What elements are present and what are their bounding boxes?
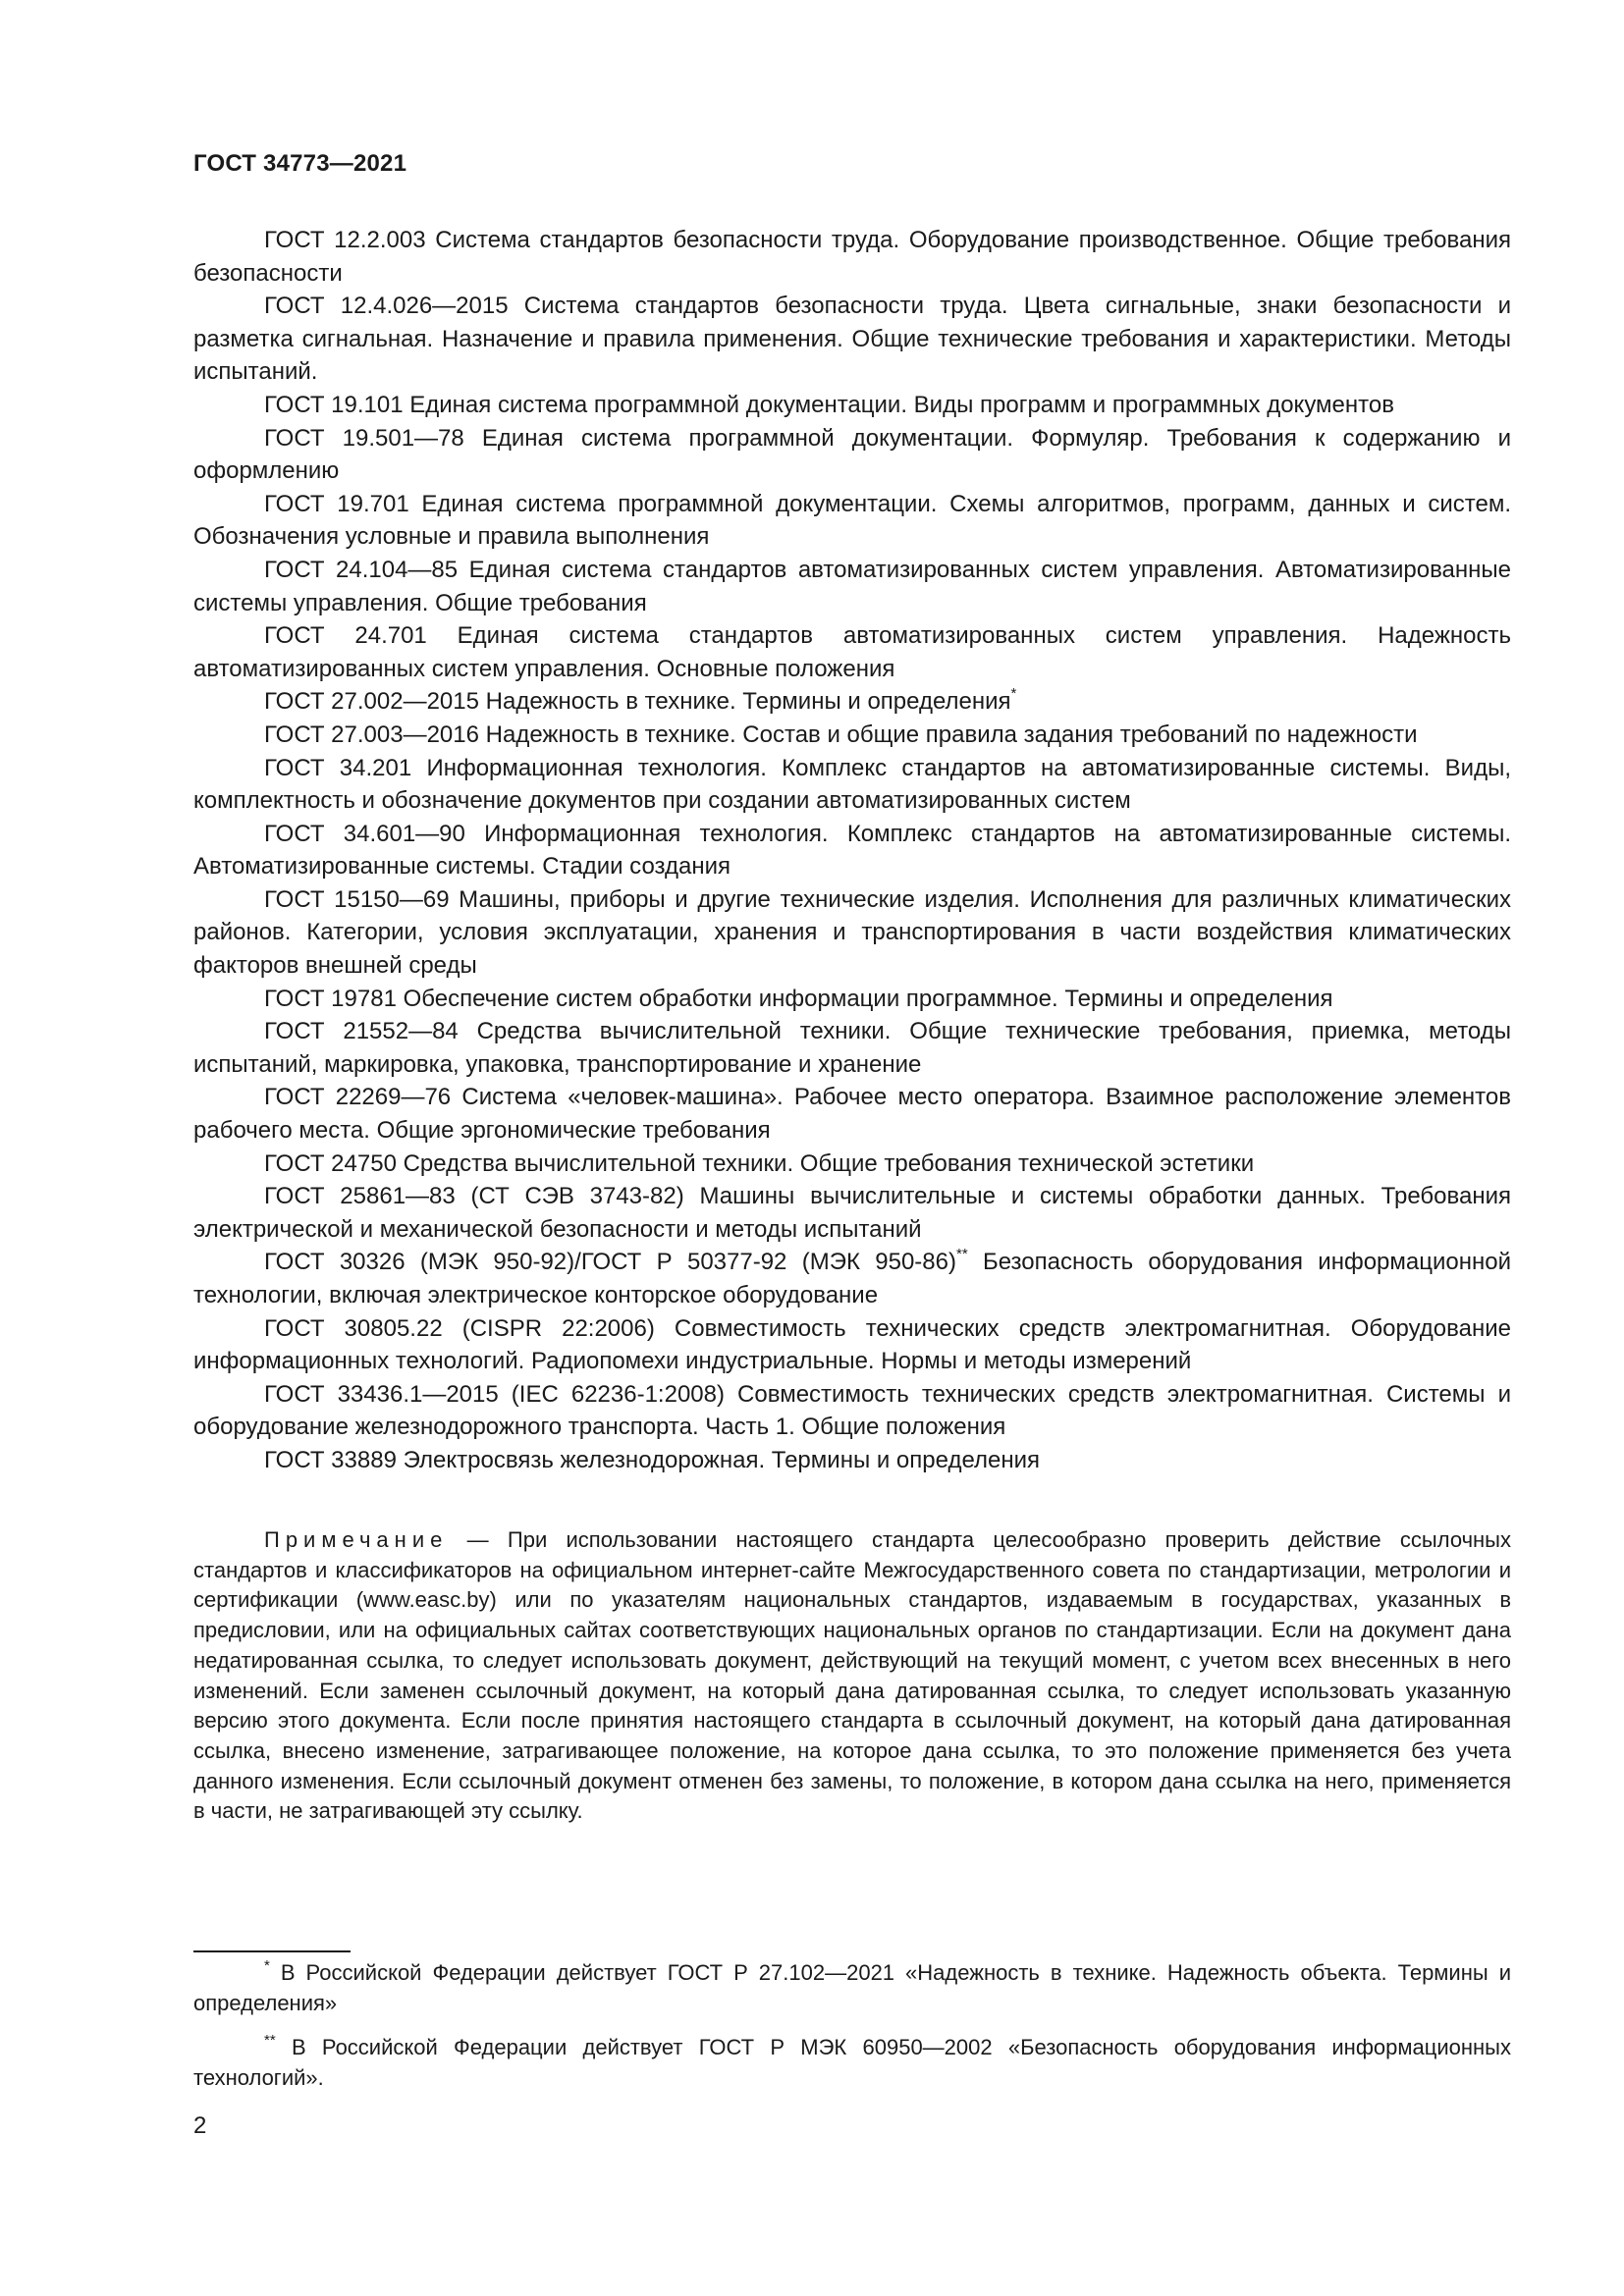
footnote-marker: * [1010, 685, 1017, 703]
reference-item [193, 389, 1511, 422]
reference-item [193, 290, 1511, 389]
reference-item [193, 1148, 1511, 1181]
note-text: — При использовании настоящего стандарта целесообразно проверить действие ссылочных стандартов и классификаторов на официальном интернет-сайте Межгосударственного совета по стандартизации, метрологии и сертификации (www.easc.by) или по указателям национальных стандартов, издаваемым в государствах, указанных в предисловии, или на официальных сайтах соответствующих национальных органов по стандартизации. Если на документ дана недатированная ссылка, то следует использовать документ, действующий на текущий момент, с учетом всех внесенных в него изменений. Если заменен ссылочный документ, на который дана датированная ссылка, то следует использовать указанную версию этого документа. Если после принятия настоящего стандарта в ссылочный документ, на который дана датированная ссылка, внесено изменение, затрагивающее положение, на которое дана ссылка, то это положение применяется без учета данного изменения. Если ссылочный документ отменен без замены, то положение, в котором дана ссылка на него, применяется в части, не затрагивающей эту ссылку. [193, 1527, 1511, 1824]
reference-text: ГОСТ 22269—76 Система «человек-машина». Рабочее место оператора. Взаимное расположение элементов рабочего места. Общие эргономические требования [193, 1084, 1511, 1145]
reference-item [193, 1378, 1511, 1444]
footnote-marker: * [264, 1956, 270, 1974]
footnote-marker: ** [955, 1246, 968, 1263]
footnote-marker: ** [264, 2031, 276, 2049]
reference-item [193, 554, 1511, 619]
reference-item [193, 1444, 1511, 1477]
reference-text: ГОСТ 33436.1—2015 (IEC 62236-1:2008) Совместимость технических средств электромагнитная. Системы и оборудование железнодорожного транспорта. Часть 1. Общие положения [193, 1380, 1511, 1441]
reference-item [193, 1015, 1511, 1081]
page-number: 2 [193, 2112, 207, 2139]
footnote-1 [193, 1957, 1511, 2018]
reference-text: ГОСТ 15150—69 Машины, приборы и другие технические изделия. Исполнения для различных климатических районов. Категории, условия эксплуатации, хранения и транспортирования в части воздействия климатических факторов внешней среды [193, 885, 1511, 980]
reference-text: ГОСТ 27.003—2016 Надежность в технике. Состав и общие правила задания требований по надежности [264, 721, 1418, 748]
reference-item [193, 818, 1511, 883]
reference-text: ГОСТ 30805.22 (CISPR 22:2006) Совместимость технических средств электромагнитная. Оборудование информационных технологий. Радиопомехи индустриальные. Нормы и методы измерений [193, 1314, 1511, 1375]
document-header: ГОСТ 34773—2021 [193, 150, 407, 177]
reference-item [193, 1180, 1511, 1246]
reference-text: ГОСТ 30326 (МЭК 950-92)/ГОСТ Р 50377-92 (МЭК 950-86) [264, 1249, 956, 1276]
reference-text: ГОСТ 34.601—90 Информационная технология. Комплекс стандартов на автоматизированные системы. Автоматизированные системы. Стадии создания [193, 820, 1511, 881]
reference-text: ГОСТ 33889 Электросвязь железнодорожная. Термины и определения [264, 1446, 1041, 1473]
reference-item [193, 1312, 1511, 1378]
reference-text: ГОСТ 34.201 Информационная технология. Комплекс стандартов на автоматизированные системы. Виды, комплектность и обозначение документов при создании автоматизированных систем [193, 754, 1511, 815]
reference-text: ГОСТ 24.104—85 Единая система стандартов автоматизированных систем управления. Автоматизированные системы управления. Общие требования [193, 556, 1511, 616]
reference-text: ГОСТ 12.2.003 Система стандартов безопасности труда. Оборудование производственное. Общие требования безопасности [193, 227, 1511, 287]
reference-text: ГОСТ 27.002—2015 Надежность в технике. Термины и определения [264, 688, 1011, 716]
reference-item [193, 1081, 1511, 1147]
reference-text: ГОСТ 19.701 Единая система программной документации. Схемы алгоритмов, программ, данных и систем. Обозначения условные и правила выполнения [193, 490, 1511, 551]
reference-item [193, 422, 1511, 488]
reference-text: ГОСТ 19781 Обеспечение систем обработки информации программное. Термины и определения [264, 985, 1333, 1012]
reference-item [193, 719, 1511, 752]
note-paragraph [193, 1525, 1511, 1827]
reference-text: ГОСТ 21552—84 Средства вычислительной техники. Общие технические требования, приемка, методы испытаний, маркировка, упаковка, транспортирование и хранение [193, 1018, 1511, 1078]
reference-item [193, 752, 1511, 818]
reference-text: ГОСТ 12.4.026—2015 Система стандартов безопасности труда. Цвета сигнальные, знаки безопасности и разметка сигнальная. Назначение и правила применения. Общие технические требования и характеристики. Методы испытаний. [193, 293, 1511, 386]
footnote-divider [193, 1950, 351, 1952]
reference-item [193, 883, 1511, 983]
footnote-2 [193, 2032, 1511, 2093]
footnote-text: В Российской Федерации действует ГОСТ Р МЭК 60950—2002 «Безопасность оборудования информационных технологий». [193, 2035, 1511, 2090]
reference-item [193, 488, 1511, 554]
reference-text: ГОСТ 24750 Средства вычислительной техники. Общие требования технической эстетики [264, 1149, 1255, 1177]
reference-text: ГОСТ 24.701 Единая система стандартов автоматизированных систем управления. Надежность автоматизированных систем управления. Основные положения [193, 622, 1511, 682]
reference-text: ГОСТ 19.501—78 Единая система программной документации. Формуляр. Требования к содержанию и оформлению [193, 424, 1511, 485]
reference-item [193, 685, 1511, 719]
note-label: Примечание [264, 1527, 449, 1552]
reference-item [193, 619, 1511, 685]
reference-text-continued: Безопасность оборудования информационной технологии, включая электрическое конторское оборудование [193, 1249, 1511, 1308]
reference-item [193, 983, 1511, 1016]
reference-item [193, 1246, 1511, 1311]
reference-item [193, 224, 1511, 290]
footnote-text: В Российской Федерации действует ГОСТ Р 27.102—2021 «Надежность в технике. Надежность объекта. Термины и определения» [193, 1960, 1511, 2015]
normative-references-list [193, 224, 1511, 1477]
reference-text: ГОСТ 19.101 Единая система программной документации. Виды программ и программных документов [264, 391, 1394, 418]
reference-text: ГОСТ 25861—83 (СТ СЭВ 3743-82) Машины вычислительные и системы обработки данных. Требования электрической и механической безопасности и методы испытаний [193, 1183, 1511, 1243]
